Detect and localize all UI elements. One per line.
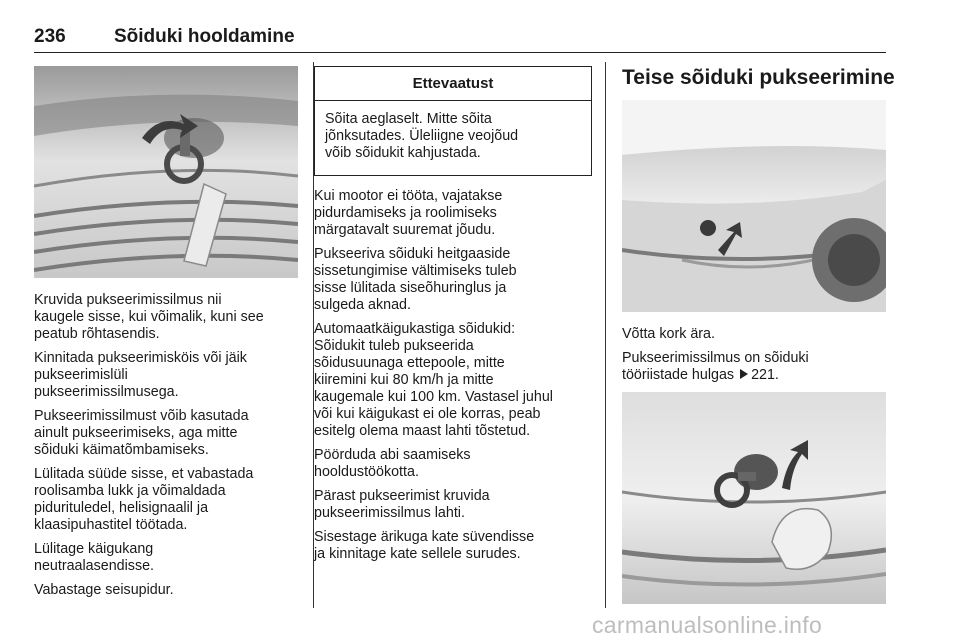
paragraph: Pukseerimissilmust võib kasutada ainult pukseerimiseks, aga mitte sõiduki käimatõmbamiseks. <box>34 408 249 458</box>
page-number: 236 <box>34 26 66 47</box>
text-line: Pukseerimissilmus on sõiduki <box>622 350 809 366</box>
warning-title: Ettevaatust <box>315 67 591 101</box>
paragraph: Pärast pukseerimist kruvida pukseerimissilmus lahti. <box>314 488 490 521</box>
reference-arrow-icon <box>740 369 748 379</box>
paragraph: Sisestage ärikuga kate süvendisse ja kinnitage kate sellele surudes. <box>314 529 535 562</box>
column-2-text <box>314 188 598 570</box>
page-reference: 221. <box>751 367 779 383</box>
paragraph: Võtta kork ära. <box>622 326 715 342</box>
paragraph: Pöörduda abi saamiseks hooldustöökotta. <box>314 447 471 480</box>
front-bumper-illustration <box>34 66 298 278</box>
watermark: carmanualsonline.info <box>592 612 823 638</box>
text-line: tööriistade hulgas <box>622 367 735 383</box>
paragraph: Lülitage käigukang neutraalasendisse. <box>34 541 155 574</box>
page-header <box>34 22 886 53</box>
paragraph: Lülitada süüde sisse, et vabastada roolisamba lukk ja võimaldada pidurituledel, helisignaalil ja klaasipuhastitel töötada. <box>34 466 254 533</box>
rear-towing-eye-illustration <box>622 392 886 604</box>
warning-box <box>314 66 592 176</box>
warning-text: Sõita aeglaselt. Mitte sõita jõnksutades. Üleliigne veojõud võib sõidukit kahjustada. <box>325 111 519 161</box>
paragraph: Vabastage seisupidur. <box>34 582 174 598</box>
paragraph: Pukseeriva sõiduki heitgaaside sissetungimise vältimiseks tuleb sisse lülitada siseõhuringlus ja sulgeda aknad. <box>314 246 517 313</box>
figure-front-towing-eye <box>34 66 298 278</box>
section-title: Teise sõiduki pukseerimine <box>622 66 895 89</box>
paragraph: Automaatkäigukastiga sõidukid: Sõidukit tuleb pukseerida sõidusuunaga ettepoole, mitte kiiremini kui 80 km/h ja mitte kaugemale kui 100 km. Vastasel juhul või kui käigukast ei ole korras, peab esitelg olema maast lahti tõstetud. <box>314 321 553 439</box>
paragraph: Kruvida pukseerimissilmus nii kaugele sisse, kui võimalik, kuni see peatub rõhtasendis. <box>34 292 264 342</box>
column-3-text <box>622 326 886 391</box>
figure-rear-cap <box>622 100 886 312</box>
rear-bumper-illustration <box>622 100 886 312</box>
page-title: Sõiduki hooldamine <box>114 26 295 47</box>
paragraph: Kinnitada pukseerimisköis või jäik pukseerimislüli pukseerimissilmusega. <box>34 350 247 400</box>
column-divider-right <box>605 62 606 608</box>
column-1-text <box>34 292 304 606</box>
paragraph: Kui mootor ei tööta, vajatakse pidurdamiseks ja roolimiseks märgatavalt suuremat jõudu. <box>314 188 503 238</box>
paragraph <box>622 350 886 384</box>
figure-rear-towing-eye <box>622 392 886 604</box>
